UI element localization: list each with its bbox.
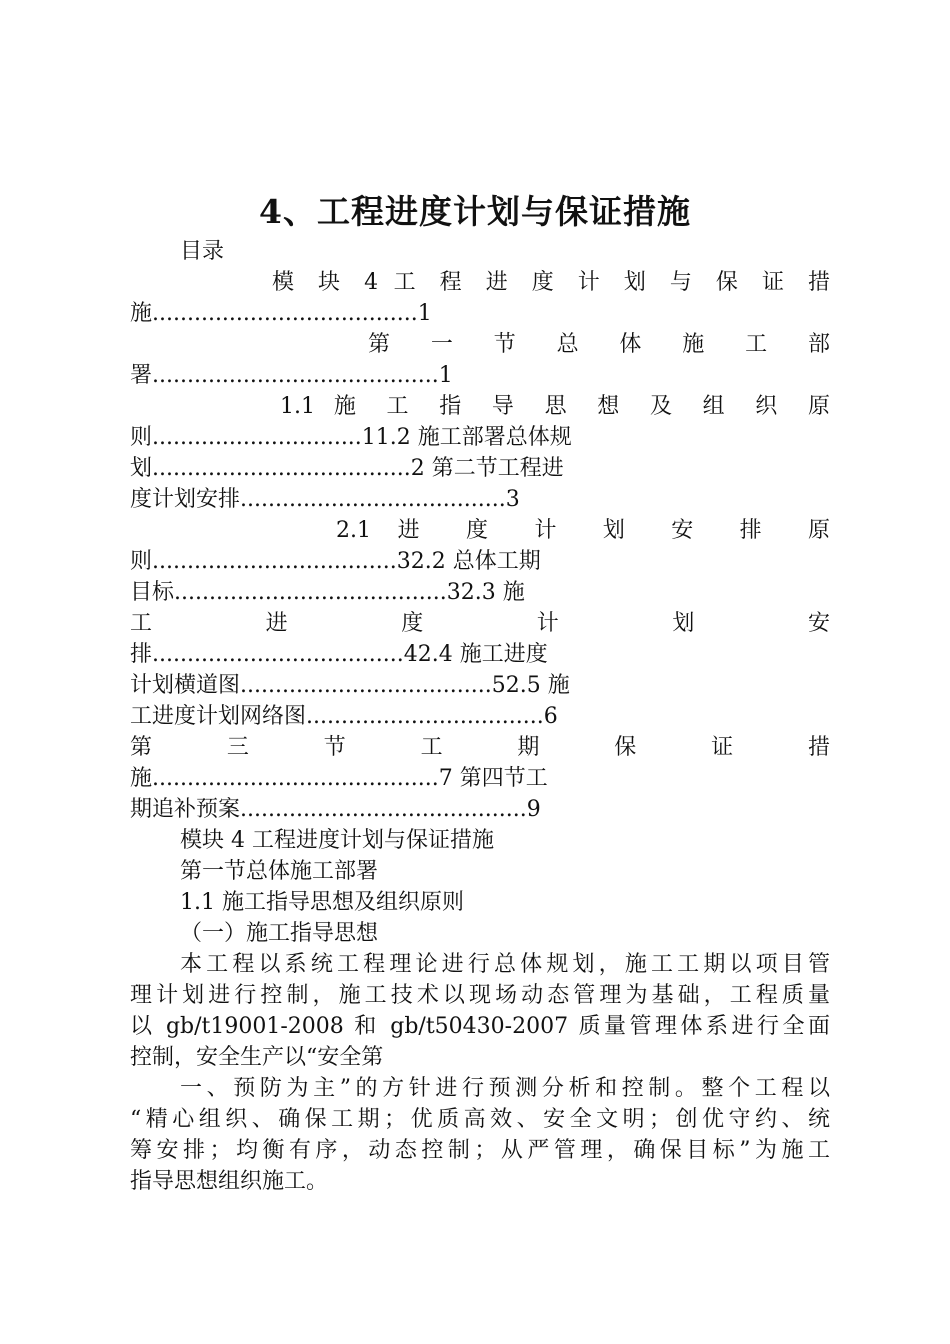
section-heading: 1.1 施工指导思想及组织原则 xyxy=(180,890,464,915)
paragraph-line: 一、预防为主”的方针进行预测分析和控制。整个工程以 xyxy=(180,1076,830,1101)
paragraph-line: 理计划进行控制，施工技术以现场动态管理为基础，工程质量 xyxy=(130,983,830,1008)
toc-line: 第 三 节 工 期 保 证 措 xyxy=(130,735,830,760)
toc-line: 划.....................................2 第二节工程进 xyxy=(130,456,564,481)
toc-line: 目标.......................................32.3 施 xyxy=(130,580,525,605)
toc-line: 模 块 4 工 程 进 度 计 划 与 保 证 措 xyxy=(272,270,830,295)
document-title: 4、工程进度计划与保证措施 xyxy=(259,192,691,231)
toc-line: 则...................................32.2 总体工期 xyxy=(130,549,541,574)
paragraph-line: 以 gb/t19001-2008 和 gb/t50430-2007 质量管理体系进行全面 xyxy=(130,1014,830,1039)
section-heading: 第一节总体施工部署 xyxy=(180,859,379,884)
toc-line: 施.........................................7 第四节工 xyxy=(130,766,548,791)
toc-line: 工进度计划网络图..................................6 xyxy=(130,704,558,729)
toc-heading: 目录 xyxy=(180,239,225,264)
paragraph-line: 控制，安全生产以“安全第 xyxy=(130,1045,384,1070)
toc-line: 工 进 度 计 划 安 xyxy=(130,611,830,636)
section-heading: （一）施工指导思想 xyxy=(180,921,379,946)
toc-line: 1.1 施 工 指 导 思 想 及 组 织 原 xyxy=(280,394,830,419)
paragraph-line: 指导思想组织施工。 xyxy=(130,1169,329,1194)
toc-line: 则..............................11.2 施工部署总体规 xyxy=(130,425,572,450)
toc-line: 署.........................................1 xyxy=(130,363,453,388)
toc-line: 排....................................42.4 施工进度 xyxy=(130,642,548,667)
paragraph-line: “精心组织、确保工期；优质高效、安全文明；创优守约、统 xyxy=(130,1107,830,1132)
paragraph-line: 筹安排；均衡有序，动态控制；从严管理，确保目标”为施工 xyxy=(130,1138,830,1163)
toc-line: 期追补预案.........................................9 xyxy=(130,797,541,822)
paragraph-line: 本工程以系统工程理论进行总体规划，施工工期以项目管 xyxy=(180,952,830,977)
toc-line: 2.1 进 度 计 划 安 排 原 xyxy=(336,518,830,543)
section-heading: 模块 4 工程进度计划与保证措施 xyxy=(180,828,494,853)
toc-line: 度计划安排......................................3 xyxy=(130,487,520,512)
toc-line: 第 一 节 总 体 施 工 部 xyxy=(368,332,830,357)
toc-line: 计划横道图....................................52.5 施 xyxy=(130,673,570,698)
toc-line: 施......................................1 xyxy=(130,301,432,326)
